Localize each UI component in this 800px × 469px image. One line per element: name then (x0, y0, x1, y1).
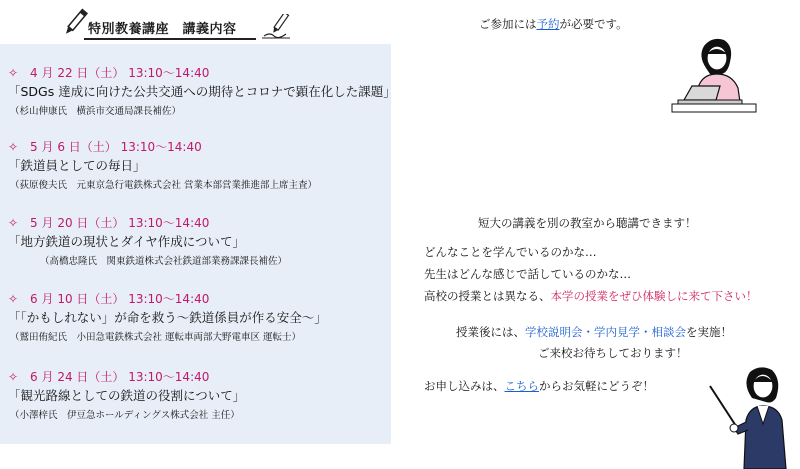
lecture-date: ✧ 6 月 24 日（土） 13:10〜14:40 (8, 370, 210, 384)
lecture-schedule-panel (0, 44, 396, 444)
reservation-link[interactable]: 予約 (536, 17, 560, 31)
lecture-title: 「SDGs 達成に向けた公共交通への期待とコロナで顕在化した課題」 (8, 84, 396, 99)
lecture-speaker: （高橋忠隆氏 関東鉄道株式会社鉄道部業務課課長補佐） (40, 256, 288, 267)
lecture-speaker: （荻原俊夫氏 元東京急行電鉄株式会社 営業本部営業推進部上席主査） (10, 180, 318, 191)
info-line: 短大の講義を別の教室から聴講できます！ (478, 216, 697, 230)
school-events-link[interactable]: 学校説明会・学内見学・相談会 (525, 325, 686, 339)
lecture-date: ✧ 5 月 6 日（土） 13:10〜14:40 (8, 140, 202, 154)
title-underline (84, 38, 256, 40)
info-accent-text: 本学の授業をぜひ体験しに来て下さい！ (550, 289, 758, 303)
info-text: からお気軽にどうぞ！ (539, 379, 654, 393)
woman-pointer-illustration (702, 364, 800, 469)
info-line (424, 378, 654, 394)
lecture-title: 「観光路線としての鉄道の役割について」 (8, 388, 246, 403)
apply-here-link[interactable]: こちら (504, 379, 539, 393)
lecture-title: 「「かもしれない」が命を救う〜鉄道係員が作る安全〜」 (8, 310, 327, 325)
info-line (424, 288, 758, 304)
notice-suffix: が必要です。 (559, 17, 628, 31)
lecture-title: 「鉄道員としての毎日」 (8, 158, 146, 173)
notice-prefix: ご参加には (479, 17, 537, 31)
info-line: どんなことを学んでいるのかな… (424, 245, 597, 259)
info-line: ご来校お待ちしております！ (538, 346, 688, 360)
info-line: 先生はどんな感じで話しているのかな… (424, 267, 631, 281)
info-text: 授業後には、 (456, 325, 525, 339)
lecture-speaker: （杉山伸康氏 横浜市交通局課長補佐） (10, 106, 182, 117)
lecture-date: ✧ 5 月 20 日（土） 13:10〜14:40 (8, 216, 210, 230)
info-text: 高校の授業とは異なる、 (424, 289, 551, 303)
info-text: を実施！ (686, 325, 732, 339)
woman-laptop-illustration (668, 28, 760, 120)
lecture-date: ✧ 6 月 10 日（土） 13:10〜14:40 (8, 292, 210, 306)
lecture-speaker: （小澤梓氏 伊豆急ホールディングス株式会社 主任） (10, 410, 240, 421)
info-line (456, 324, 732, 340)
lecture-speaker: （鷲田侑紀氏 小田急電鉄株式会社 運転車両部大野電車区 運転士） (10, 332, 302, 343)
page-title: 特別教養講座 講義内容 (88, 22, 237, 37)
lecture-title: 「地方鉄道の現状とダイヤ作成について」 (8, 234, 246, 249)
pencil-icon (62, 8, 88, 38)
info-text: お申し込みは、 (424, 379, 505, 393)
section-header (62, 8, 292, 38)
reservation-notice (479, 16, 628, 32)
pen-writing-icon (260, 14, 294, 40)
lecture-date: ✧ 4 月 22 日（土） 13:10〜14:40 (8, 66, 210, 80)
